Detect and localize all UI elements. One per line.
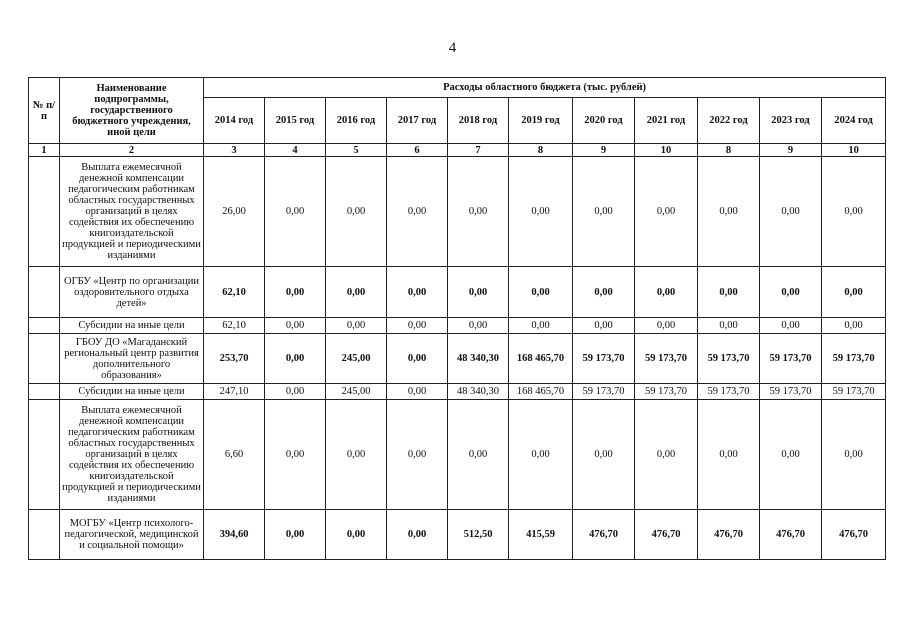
col-header-name: Наименование подпрограммы, государственного бюджетного учреждения, иной цели [60, 78, 204, 144]
cell-value: 59 173,70 [635, 334, 698, 384]
row-number [29, 510, 60, 560]
year-header: 2023 год [760, 98, 822, 144]
cell-value: 48 340,30 [448, 384, 509, 400]
cell-value: 0,00 [387, 334, 448, 384]
cell-value: 0,00 [760, 400, 822, 510]
cell-value: 0,00 [265, 318, 326, 334]
row-number [29, 400, 60, 510]
year-header: 2019 год [509, 98, 573, 144]
row-number [29, 334, 60, 384]
cell-value: 0,00 [698, 318, 760, 334]
cell-value: 0,00 [822, 318, 886, 334]
cell-value: 245,00 [326, 384, 387, 400]
cell-value: 59 173,70 [698, 384, 760, 400]
cell-value: 0,00 [265, 267, 326, 318]
table-row [29, 400, 886, 510]
row-name: ГБОУ ДО «Магаданский региональный центр развития дополнительного образования» [60, 334, 204, 384]
row-number [29, 384, 60, 400]
cell-value: 0,00 [265, 510, 326, 560]
table-row [29, 334, 886, 384]
cell-value: 62,10 [204, 318, 265, 334]
column-index: 6 [387, 144, 448, 157]
cell-value: 0,00 [265, 157, 326, 267]
column-index: 3 [204, 144, 265, 157]
table-row [29, 157, 886, 267]
cell-value: 0,00 [509, 400, 573, 510]
year-header: 2014 год [204, 98, 265, 144]
cell-value: 0,00 [326, 267, 387, 318]
row-name: Выплата ежемесячной денежной компенсации педагогическим работникам областных государственных организаций в целях содействия их обеспечению книгоиздательской продукцией и периодическими изданиями [60, 157, 204, 267]
cell-value: 253,70 [204, 334, 265, 384]
column-index: 2 [60, 144, 204, 157]
cell-value: 0,00 [326, 400, 387, 510]
column-index: 9 [760, 144, 822, 157]
column-index: 10 [635, 144, 698, 157]
year-header: 2021 год [635, 98, 698, 144]
cell-value: 6,60 [204, 400, 265, 510]
cell-value: 0,00 [326, 157, 387, 267]
cell-value: 0,00 [822, 400, 886, 510]
cell-value: 0,00 [822, 267, 886, 318]
cell-value: 0,00 [822, 157, 886, 267]
year-header: 2022 год [698, 98, 760, 144]
cell-value: 0,00 [760, 267, 822, 318]
cell-value: 59 173,70 [698, 334, 760, 384]
cell-value: 0,00 [387, 318, 448, 334]
cell-value: 476,70 [822, 510, 886, 560]
cell-value: 0,00 [635, 267, 698, 318]
row-name: ОГБУ «Центр по организации оздоровительного отдыха детей» [60, 267, 204, 318]
cell-value: 512,50 [448, 510, 509, 560]
col-header-expenses: Расходы областного бюджета (тыс. рублей) [204, 78, 886, 98]
cell-value: 0,00 [265, 400, 326, 510]
cell-value: 59 173,70 [822, 384, 886, 400]
row-number [29, 157, 60, 267]
row-number [29, 318, 60, 334]
page-number: 4 [448, 40, 457, 56]
cell-value: 0,00 [509, 157, 573, 267]
cell-value: 0,00 [448, 318, 509, 334]
cell-value: 59 173,70 [635, 384, 698, 400]
cell-value: 0,00 [573, 267, 635, 318]
cell-value: 476,70 [698, 510, 760, 560]
cell-value: 168 465,70 [509, 334, 573, 384]
cell-value: 0,00 [387, 157, 448, 267]
column-index: 8 [509, 144, 573, 157]
cell-value: 59 173,70 [760, 334, 822, 384]
cell-value: 0,00 [265, 384, 326, 400]
table-row [29, 318, 886, 334]
cell-value: 0,00 [635, 157, 698, 267]
column-index: 7 [448, 144, 509, 157]
cell-value: 59 173,70 [573, 334, 635, 384]
cell-value: 0,00 [326, 318, 387, 334]
year-header: 2018 год [448, 98, 509, 144]
table-row [29, 510, 886, 560]
column-index: 5 [326, 144, 387, 157]
row-name: Субсидии на иные цели [60, 318, 204, 334]
cell-value: 59 173,70 [822, 334, 886, 384]
row-name: МОГБУ «Центр психолого-педагогической, медицинской и социальной помощи» [60, 510, 204, 560]
column-index: 9 [573, 144, 635, 157]
cell-value: 0,00 [326, 510, 387, 560]
year-header: 2017 год [387, 98, 448, 144]
cell-value: 0,00 [448, 400, 509, 510]
cell-value: 0,00 [265, 334, 326, 384]
cell-value: 394,60 [204, 510, 265, 560]
year-header: 2015 год [265, 98, 326, 144]
cell-value: 0,00 [387, 510, 448, 560]
cell-value: 245,00 [326, 334, 387, 384]
cell-value: 0,00 [760, 157, 822, 267]
col-header-no: № п/п [29, 78, 60, 144]
table-row [29, 384, 886, 400]
cell-value: 62,10 [204, 267, 265, 318]
cell-value: 0,00 [573, 400, 635, 510]
cell-value: 0,00 [573, 318, 635, 334]
cell-value: 0,00 [387, 267, 448, 318]
row-name: Субсидии на иные цели [60, 384, 204, 400]
cell-value: 0,00 [573, 157, 635, 267]
cell-value: 48 340,30 [448, 334, 509, 384]
cell-value: 0,00 [698, 267, 760, 318]
cell-value: 476,70 [635, 510, 698, 560]
cell-value: 26,00 [204, 157, 265, 267]
budget-table [28, 77, 886, 560]
cell-value: 0,00 [760, 318, 822, 334]
cell-value: 247,10 [204, 384, 265, 400]
year-header: 2020 год [573, 98, 635, 144]
column-index: 8 [698, 144, 760, 157]
cell-value: 0,00 [509, 267, 573, 318]
cell-value: 0,00 [509, 318, 573, 334]
year-header: 2024 год [822, 98, 886, 144]
column-index: 4 [265, 144, 326, 157]
cell-value: 0,00 [635, 400, 698, 510]
cell-value: 59 173,70 [573, 384, 635, 400]
cell-value: 0,00 [387, 400, 448, 510]
year-header: 2016 год [326, 98, 387, 144]
cell-value: 0,00 [698, 157, 760, 267]
column-index-row [29, 144, 886, 157]
cell-value: 476,70 [573, 510, 635, 560]
cell-value: 0,00 [448, 267, 509, 318]
cell-value: 168 465,70 [509, 384, 573, 400]
table-row [29, 267, 886, 318]
row-number [29, 267, 60, 318]
column-index: 10 [822, 144, 886, 157]
row-name: Выплата ежемесячной денежной компенсации педагогическим работникам областных государственных организаций в целях содействия их обеспечению книгоиздательской продукцией и периодическими изданиями [60, 400, 204, 510]
cell-value: 476,70 [760, 510, 822, 560]
cell-value: 415,59 [509, 510, 573, 560]
cell-value: 0,00 [387, 384, 448, 400]
cell-value: 0,00 [448, 157, 509, 267]
column-index: 1 [29, 144, 60, 157]
header-row-1 [29, 78, 886, 98]
cell-value: 0,00 [635, 318, 698, 334]
cell-value: 59 173,70 [760, 384, 822, 400]
cell-value: 0,00 [698, 400, 760, 510]
